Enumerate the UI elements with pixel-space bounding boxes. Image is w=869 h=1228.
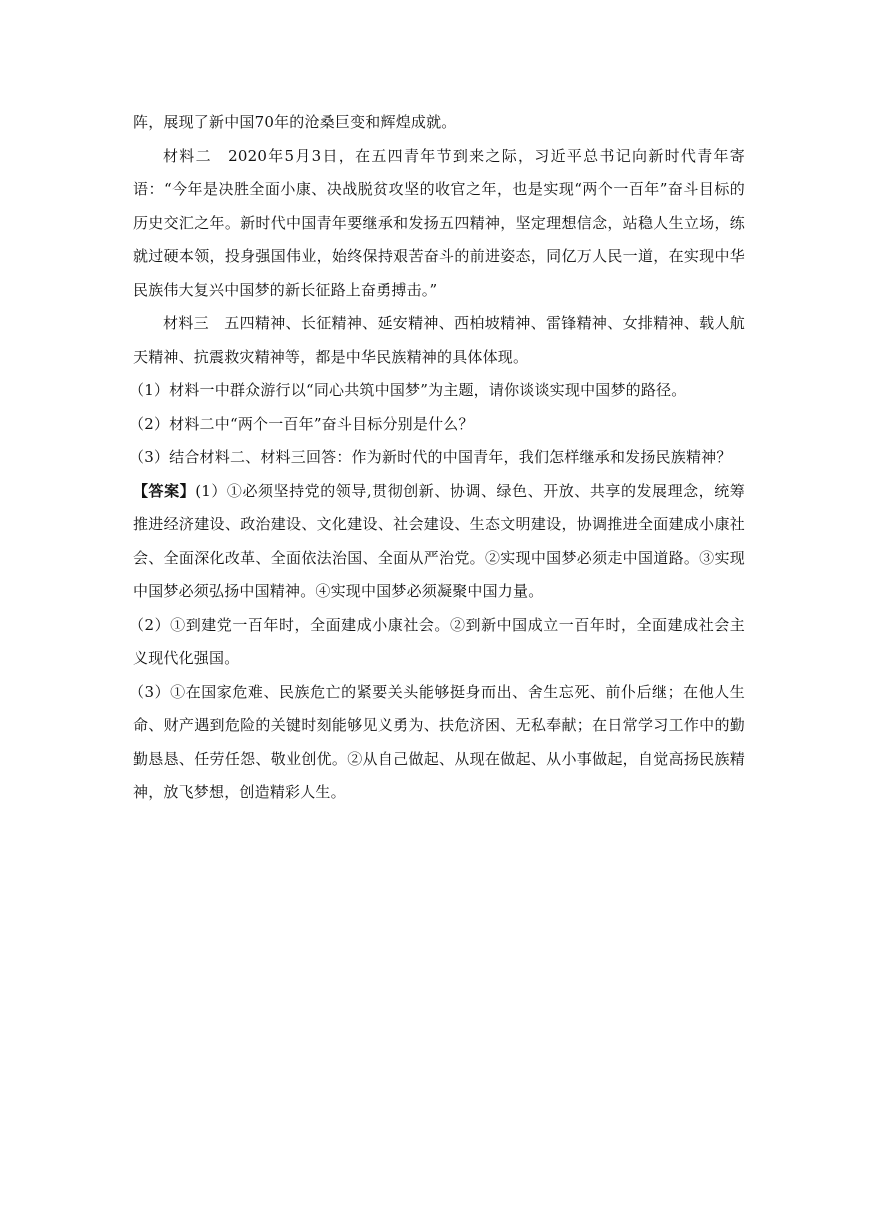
question-1: （1）材料一中群众游行以“同心共筑中国梦”为主题，请你谈谈实现中国梦的路径。 bbox=[129, 381, 687, 399]
answer-label: 【答案】 bbox=[133, 481, 196, 500]
material-one-tail: 阵，展现了新中国70年的沧桑巨变和辉煌成就。 bbox=[133, 113, 457, 131]
question-3: （3）结合材料二、材料三回答：作为新时代的中国青年，我们怎样继承和发扬民族精神？ bbox=[129, 448, 732, 466]
document-body bbox=[129, 106, 745, 810]
answer-1-text: (1）①必须坚持党的领导,贯彻创新、协调、绿色、开放、共享的发展理念，统筹推进经济建设、政治建设、文化建设、社会建设、生态文明建设，协调推进全面建成小康社会、全面深化改革、全面依法治国、全面从严治党。②实现中国梦必须走中国道路。③实现中国梦必须弘扬中国精神。④实现中国梦必须凝聚中国力量。 bbox=[133, 481, 745, 600]
answer-3: （3）①在国家危难、民族危亡的紧要关头能够挺身而出、舍生忘死、前仆后继；在他人生命、财产遇到危险的关键时刻能够见义勇为、扶危济困、无私奉献；在日常学习工作中的勤勤恳恳、任劳任怨、敬业创优。②从自己做起、从现在做起、从小事做起，自觉高扬民族精神，放飞梦想，创造精彩人生。 bbox=[129, 682, 745, 801]
answer-2: （2）①到建党一百年时，全面建成小康社会。②到新中国成立一百年时，全面建成社会主义现代化强国。 bbox=[129, 615, 745, 667]
material-two: 材料二 2020年5月3日，在五四青年节到来之际，习近平总书记向新时代青年寄语：“今年是决胜全面小康、决战脱贫攻坚的收官之年，也是实现“两个一百年”奋斗目标的历史交汇之年。新时代中国青年要继承和发扬五四精神，坚定理想信念，站稳人生立场，练就过硬本领，投身强国伟业，始终保持艰苦奋斗的前进姿态，同亿万人民一道，在实现中华民族伟大复兴中国梦的新长征路上奋勇搏击。” bbox=[133, 146, 745, 299]
question-2: （2）材料二中“两个一百年”奋斗目标分别是什么？ bbox=[129, 414, 474, 433]
material-three: 材料三 五四精神、长征精神、延安精神、西柏坡精神、雷锋精神、女排精神、载人航天精神、抗震救灾精神等，都是中华民族精神的具体体现。 bbox=[133, 314, 745, 366]
answer-1 bbox=[133, 475, 745, 609]
